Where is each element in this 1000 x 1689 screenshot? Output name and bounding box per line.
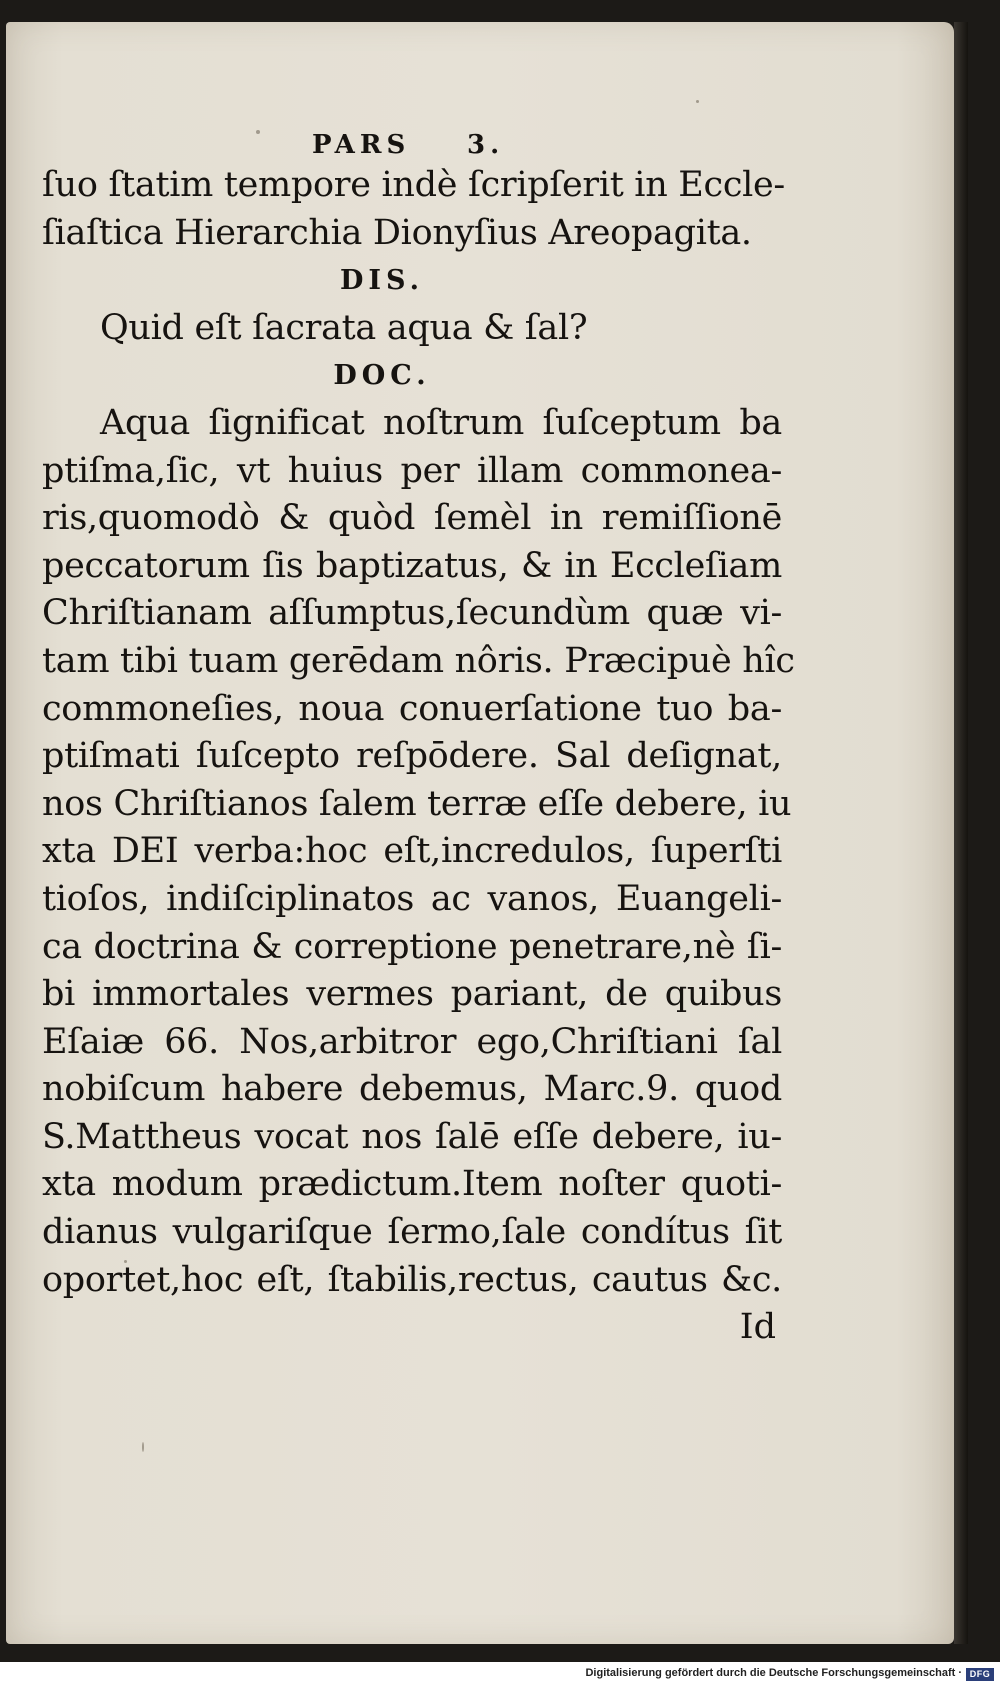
text-line: Aqua ſignificat noſtrum ſuſceptum ba (100, 402, 782, 443)
text-line: dianus vulgariſque ſermo,ſale condítus ſit (42, 1212, 782, 1253)
text-line: ptiſma,ſic, vt huius per illam commonea- (42, 450, 782, 491)
dfg-logo: DFG (966, 1668, 994, 1681)
text-line: oportet,hoc eſt, ſtabilis,rectus, cautus &c. (42, 1259, 782, 1300)
running-title: PARS (312, 130, 411, 160)
speaker-label-dis: DIS. (340, 265, 424, 297)
running-header (42, 122, 782, 162)
text-line: S.Mattheus vocat nos ſalē eſſe debere, iu- (42, 1116, 782, 1157)
catchword: Id (739, 1307, 776, 1348)
page-text-block (42, 122, 795, 1352)
page-edge-shadow (954, 22, 968, 1644)
question-line: Quid eſt ſacrata aqua & ſal? (100, 307, 588, 348)
digitization-credit: Digitalisierung gefördert durch die Deutsche Forschungsgemeinschaft · (585, 1667, 962, 1679)
text-line: xta DEI verba:hoc eſt,incredulos, ſuperſti (42, 831, 782, 872)
text-line: Chriſtianam aſſumptus,ſecundùm quæ vi- (42, 593, 782, 634)
speaker-label-doc: DOC. (333, 360, 431, 392)
paper-speck (696, 100, 699, 103)
text-line: tioſos, indiſciplinatos ac vanos, Euangeli- (42, 878, 782, 919)
text-line: ris,quomodò & quòd ſemèl in remiſſionē (42, 498, 782, 539)
text-line: nobiſcum habere debemus, Marc.9. quod (42, 1069, 782, 1110)
text-line: ſiaſtica Hierarchia Dionyſius Areopagita. (42, 212, 752, 253)
text-line: xta modum prædictum.Item noſter quoti- (42, 1164, 782, 1205)
text-line: peccatorum ſis baptizatus, & in Eccleſiam (42, 545, 782, 586)
text-line: tam tibi tuam gerēdam nôris. Præcipuè hîc (42, 640, 795, 681)
text-line: ptiſmati ſuſcepto reſpōdere. Sal deſignat, (42, 736, 782, 777)
text-line: ca doctrina & correptione penetrare,nè ſi- (42, 926, 782, 967)
paper-speck (142, 1442, 144, 1452)
footer-bar (0, 1662, 1000, 1689)
text-line: bi immortales vermes pariant, de quibus (42, 974, 782, 1015)
text-line: ſuo ſtatim tempore indè ſcripſerit in Eccle- (42, 165, 785, 205)
text-line: commoneſies, noua conuerſatione tuo ba- (42, 688, 782, 729)
text-line: Eſaiæ 66. Nos,arbitror ego,Chriſtiani ſal (42, 1021, 782, 1062)
text-line: nos Chriſtianos ſalem terræ eſſe debere, iu (42, 783, 792, 824)
part-number: 3. (467, 130, 505, 160)
